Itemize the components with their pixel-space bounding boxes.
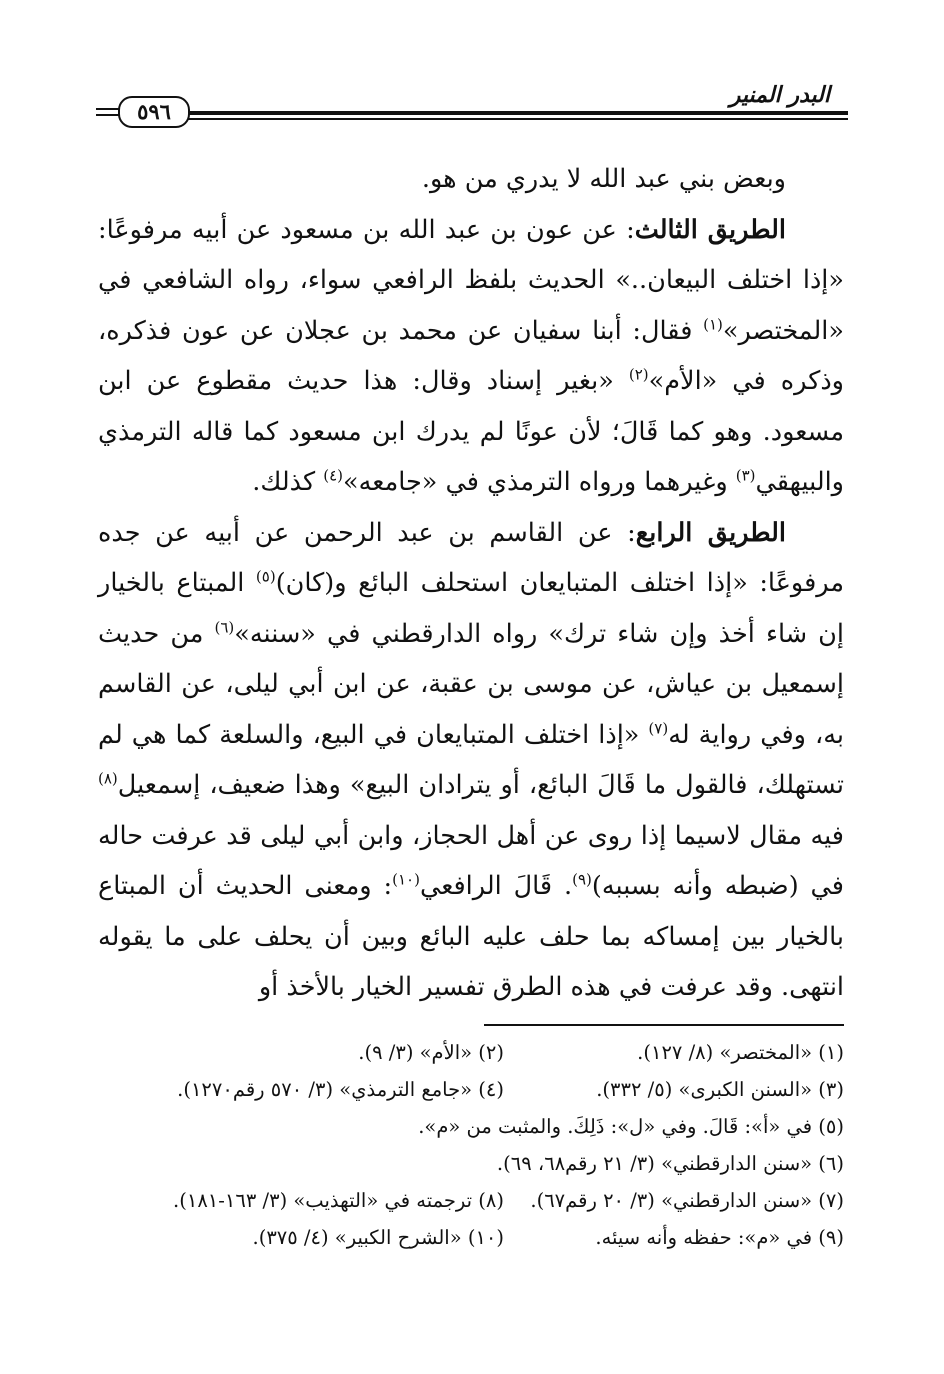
text-run: وغيرهما ورواه الترمذي في «جامعه»	[343, 467, 736, 497]
footnote-row	[94, 1071, 844, 1108]
text-run: المبتاع بالخيار إن شاء أخذ وإن شاء ترك» رواه الدارقطني في «سننه»	[98, 568, 844, 649]
footnotes	[94, 1034, 844, 1256]
footnote-4: (٤) «جامع الترمذي» (٣/ ٥٧٠ رقم١٢٧٠).	[177, 1078, 504, 1101]
book-title: البدر المنير	[729, 82, 830, 108]
main-text	[98, 154, 844, 1013]
footnote-ref-3[interactable]: (٣)	[735, 466, 756, 485]
page-number: ٥٩٦	[118, 96, 190, 128]
footnote-7: (٧) «سنن الدارقطني» (٣/ ٢٠ رقم٦٧).	[530, 1189, 844, 1212]
text-run: فيه مقال لاسيما إذا روى عن أهل الحجاز، وابن أبي ليلى قد عرفت حاله في (ضبطه وأنه بسببه)	[98, 820, 845, 901]
footnote-1: (١) «المختصر» (٨/ ١٢٧).	[637, 1041, 844, 1064]
header-left-rule	[96, 108, 120, 110]
footnote-ref-6[interactable]: (٦)	[214, 618, 235, 636]
footnote-2: (٢) «الأم» (٣/ ٩).	[358, 1041, 504, 1064]
footnote-ref-7[interactable]: (٧)	[648, 719, 669, 737]
footnote-9: (٩) في «م»: حفظه وأنه سيئه.	[595, 1226, 844, 1249]
paragraph-2	[98, 205, 844, 508]
footnote-8: (٨) ترجمته في «التهذيب» (٣/ ١٦٣-١٨١).	[173, 1189, 504, 1212]
paragraph-1: وبعض بني عبد الله لا يدري من هو.	[421, 164, 786, 194]
footnote-10: (١٠) «الشرح الكبير» (٤/ ٣٧٥).	[252, 1226, 504, 1249]
text-run: . قَالَ الرافعي	[419, 871, 573, 901]
section-label-fourth-path: الطريق الرابع	[635, 517, 787, 548]
text-run: فقال: أبنا سفيان عن محمد بن عجلان عن عون فذكره، وذكره في «الأم»	[98, 315, 844, 396]
footnote-6: (٦) «سنن الدارقطني» (٣/ ٢١ رقم٦٨، ٦٩).	[496, 1152, 844, 1175]
text-run: من حديث إسمعيل بن عياش، عن موسى بن عقبة، عن ابن أبي ليلى، عن القاسم به، وفي رواية له	[98, 618, 844, 750]
footnote-ref-8[interactable]: (٨)	[98, 769, 118, 788]
footnote-ref-1[interactable]: (١)	[703, 315, 723, 333]
footnote-ref-9[interactable]: (٩)	[572, 870, 592, 889]
footnote-ref-4[interactable]: (٤)	[323, 466, 344, 485]
header-left-rule	[96, 114, 120, 116]
text-run: «بغير إسناد وقال: هذا حديث مقطوع عن ابن مسعود. وهو كما قَالَ؛ لأن عونًا لم يدرك ابن مسعود كما قاله الترمذي والبيهقي	[98, 366, 844, 497]
header-rule-thin	[188, 118, 848, 120]
footnote-ref-2[interactable]: (٢)	[628, 365, 649, 384]
paragraph-3	[98, 508, 844, 1013]
page-header	[96, 78, 848, 138]
footnote-row	[94, 1219, 844, 1256]
footnote-ref-10[interactable]: (١٠)	[392, 870, 420, 889]
footnote-ref-5[interactable]: (٥)	[255, 567, 276, 586]
footnote-separator	[484, 1024, 844, 1026]
text-run: : ومعنى الحديث أن المبتاع بالخيار بين إمساكه بما حلف عليه البائع وبين أن يحلف على ما يقوله انتهى. وقد عرفت في هذه الطرق تفسير الخيار بالأخذ أو	[98, 871, 844, 1002]
footnote-row	[94, 1034, 844, 1071]
footnote-row	[94, 1145, 844, 1182]
footnote-3: (٣) «السنن الكبرى» (٥/ ٣٣٢).	[596, 1078, 844, 1101]
text-run: : عن عون بن عبد الله بن مسعود عن أبيه مرفوعًا: «إذا اختلف البيعان..» الحديث بلفظ الرافعي سواء، رواه الشافعي في «المختصر»	[98, 214, 844, 346]
text-run: «إذا اختلف المتبايعان في البيع، والسلعة كما هي لم تستهلك، فالقول ما قَالَ البائع، أو يترادان البيع» وهذا ضعيف، إسمعيل	[98, 719, 844, 800]
header-rule-thick	[188, 111, 848, 115]
text-run: كذلك.	[252, 467, 324, 497]
footnote-row	[94, 1182, 844, 1219]
footnote-5: (٥) في «أ»: قَالَ. وفي «ل»: ذَلِكَ. والمثبت من «م».	[418, 1115, 844, 1138]
section-label-third-path: الطريق الثالث	[634, 214, 786, 245]
footnote-row	[94, 1108, 844, 1145]
text-run: : عن القاسم بن عبد الرحمن عن أبيه عن جده مرفوعًا: «إذا اختلف المتبايعان استحلف البائع و(كان)	[98, 517, 844, 598]
